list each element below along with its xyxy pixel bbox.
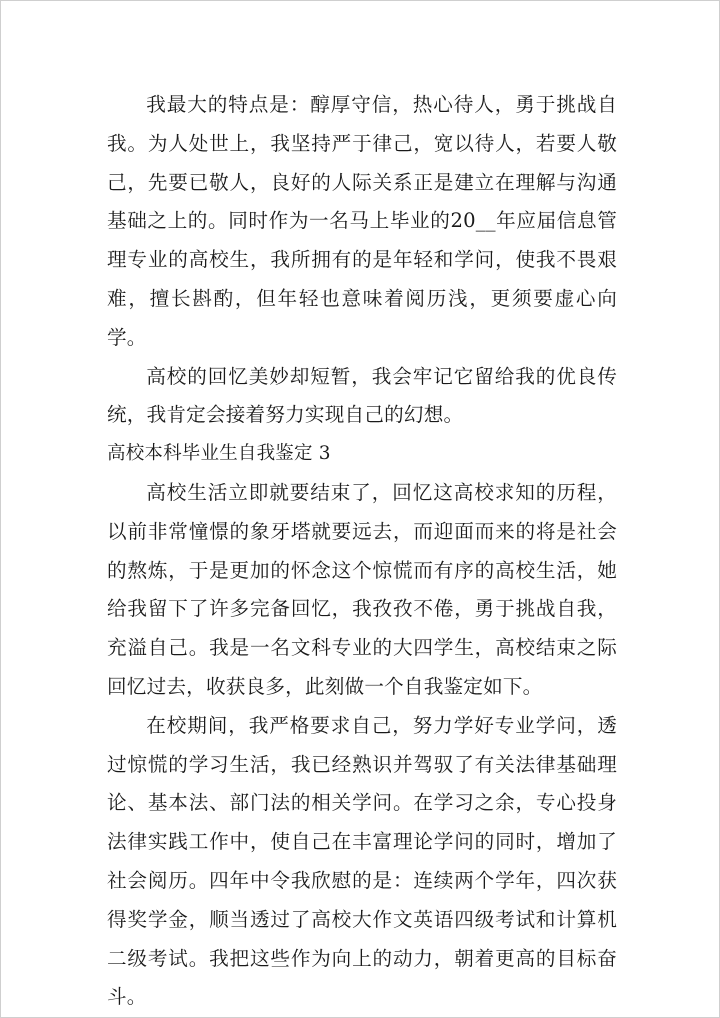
paragraph: 高校生活立即就要结束了，回忆这高校求知的历程，以前非常憧憬的象牙塔就要远去，而迎面而来的将是社会的熬炼，于是更加的怀念这个惊慌而有序的高校生活，她给我留下了许多完备回忆，我孜孜不倦，勇于挑战自我，充溢自己。我是一名文科专业的大四学生，高校结束之际回忆过去，收获良多，此刻做一个自我鉴定如下。 [107, 480, 617, 698]
paragraph: 我最大的特点是：醇厚守信，热心待人，勇于挑战自我。为人处世上，我坚持严于律己，宽以待人，若要人敬己，先要已敬人，良好的人际关系正是建立在理解与沟通基础之上的。同时作为一名马上毕业的20__年应届信息管理专业的高校生，我所拥有的是年轻和学问，使我不畏艰难，擅长斟酌，但年轻也意味着阅历浅，更须要虚心向学。 [107, 93, 617, 349]
paragraph: 高校的回忆美妙却短暂，我会牢记它留给我的优良传统，我肯定会接着努力实现自己的幻想。 [107, 364, 617, 427]
document-body [107, 86, 617, 1017]
paragraph: 在校期间，我严格要求自己，努力学好专业学问，透过惊慌的学习生活，我已经熟识并驾驭了有关法律基础理论、基本法、部门法的相关学问。在学习之余，专心投身法律实践工作中，使自己在丰富理论学问的同时，增加了社会阅历。四年中令我欣慰的是：连续两个学年，四次获得奖学金，顺当透过了高校大作文英语四级考试和计算机二级考试。我把这些作为向上的动力，朝着更高的目标奋斗。 [107, 713, 617, 1009]
section-heading: 高校本科毕业生自我鉴定 3 [107, 443, 331, 465]
